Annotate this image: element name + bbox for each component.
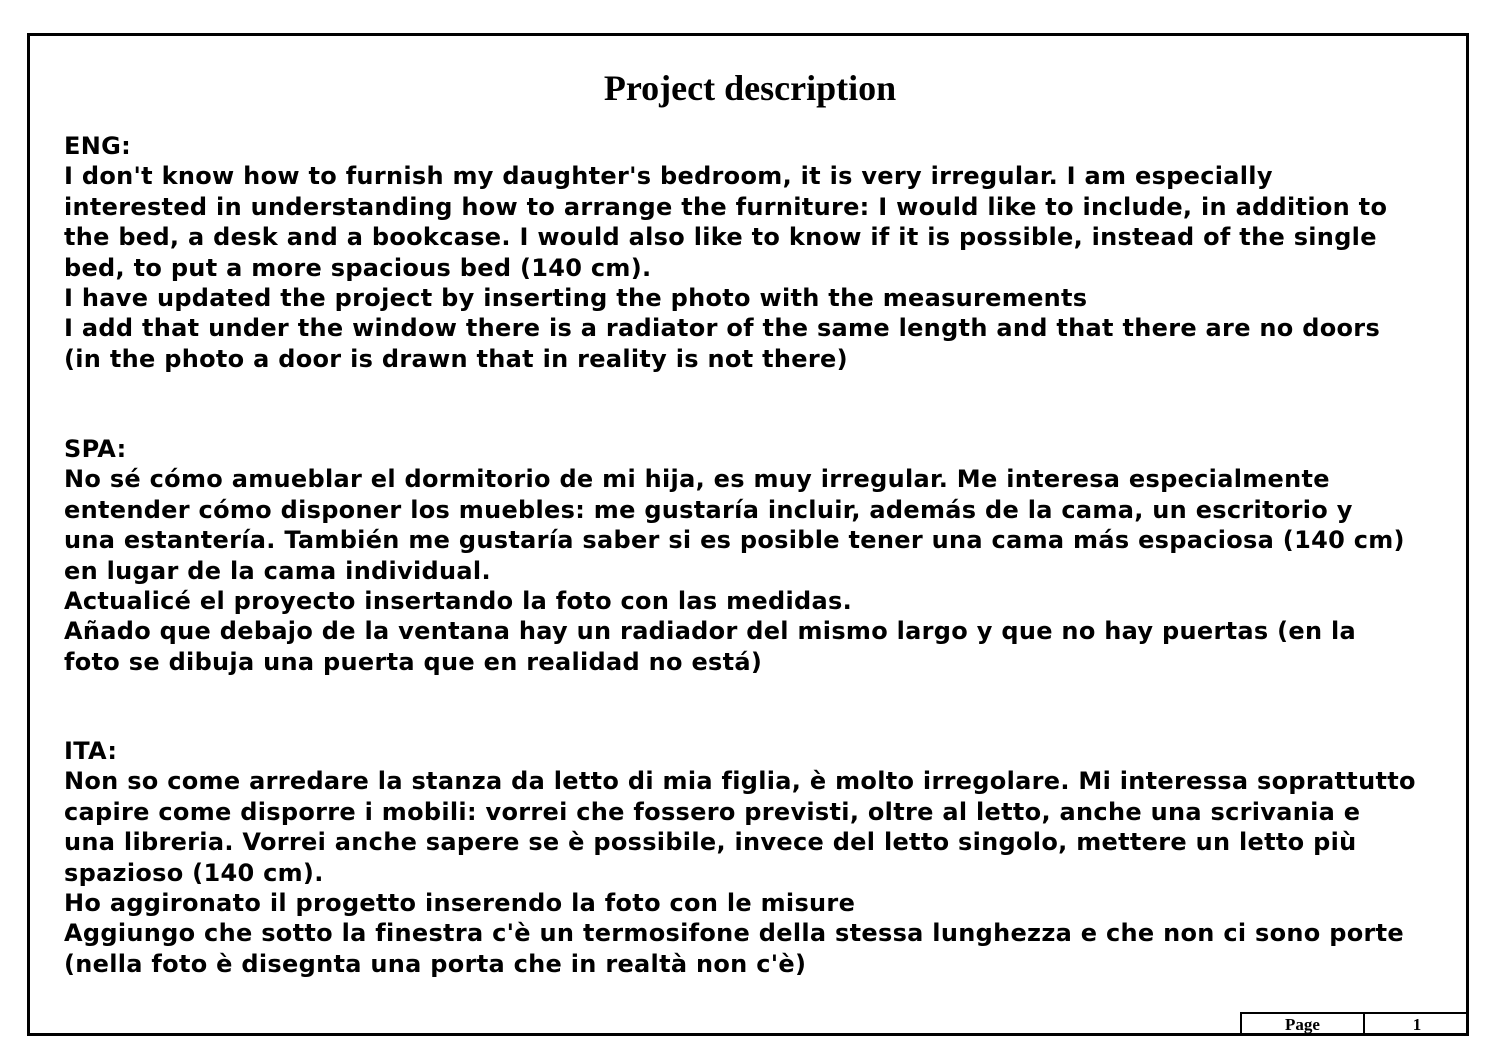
paragraph-line: bed, to put a more spacious bed (140 cm). (64, 253, 652, 282)
paragraph-line: Non so come arredare la stanza da letto di mia figlia, è molto irregolare. Mi interessa soprattutto (64, 767, 1416, 796)
paragraph-line: en lugar de la cama individual. (64, 556, 491, 585)
section-heading-spa: SPA: (64, 435, 127, 463)
paragraph-line: Añado que debajo de la ventana hay un radiador del mismo largo y que no hay puertas (en la (64, 617, 1357, 646)
paragraph-line: the bed, a desk and a bookcase. I would also like to know if it is possible, instead of the single (64, 223, 1377, 252)
paragraph-line: una estantería. También me gustaría saber si es posible tener una cama más espaciosa (140 cm) (64, 526, 1405, 555)
page-number: 1 (1412, 1015, 1422, 1034)
paragraph-line: capire come disporre i mobili: vorrei che fossero previsti, oltre al letto, anche una scrivania e (64, 797, 1361, 826)
page-label: Page (1242, 1014, 1365, 1036)
page-title: Project description (603, 68, 897, 108)
paragraph-line: (nella foto è disegnta una porta che in realtà non c'è) (64, 949, 807, 978)
paragraph-line: interested in understanding how to arrange the furniture: I would like to include, in addition to (64, 192, 1388, 221)
paragraph-line: Aggiungo che sotto la finestra c'è un termosifone della stessa lunghezza e che non ci sono porte (64, 919, 1404, 948)
paragraph-line: I don't know how to furnish my daughter's bedroom, it is very irregular. I am especially (64, 162, 1273, 191)
page-number-box (1240, 1012, 1469, 1036)
paragraph-line: Ho aggironato il progetto inserendo la foto con le misure (64, 889, 856, 918)
paragraph-line: foto se dibuja una puerta que en realidad no está) (64, 647, 763, 676)
section-heading-ita: ITA: (64, 737, 118, 765)
paragraph-line: (in the photo a door is drawn that in reality is not there) (64, 344, 848, 373)
paragraph-line: I have updated the project by inserting the photo with the measurements (64, 284, 1088, 313)
paragraph-line: una libreria. Vorrei anche sapere se è possibile, invece del letto singolo, mettere un letto più (64, 828, 1357, 857)
section-spa (64, 434, 1444, 677)
section-eng (64, 131, 1444, 374)
paragraph-line: spazioso (140 cm). (64, 858, 324, 887)
paragraph-line: entender cómo disponer los muebles: me gustaría incluir, además de la cama, un escritorio y (64, 495, 1353, 524)
paragraph-line: Actualicé el proyecto insertando la foto con las medidas. (64, 587, 852, 616)
section-ita (64, 736, 1444, 979)
paragraph-line: I add that under the window there is a radiator of the same length and that there are no doors (64, 314, 1381, 343)
paragraph-line: No sé cómo amueblar el dormitorio de mi hija, es muy irregular. Me interesa especialmente (64, 465, 1330, 494)
section-heading-eng: ENG: (64, 132, 131, 160)
